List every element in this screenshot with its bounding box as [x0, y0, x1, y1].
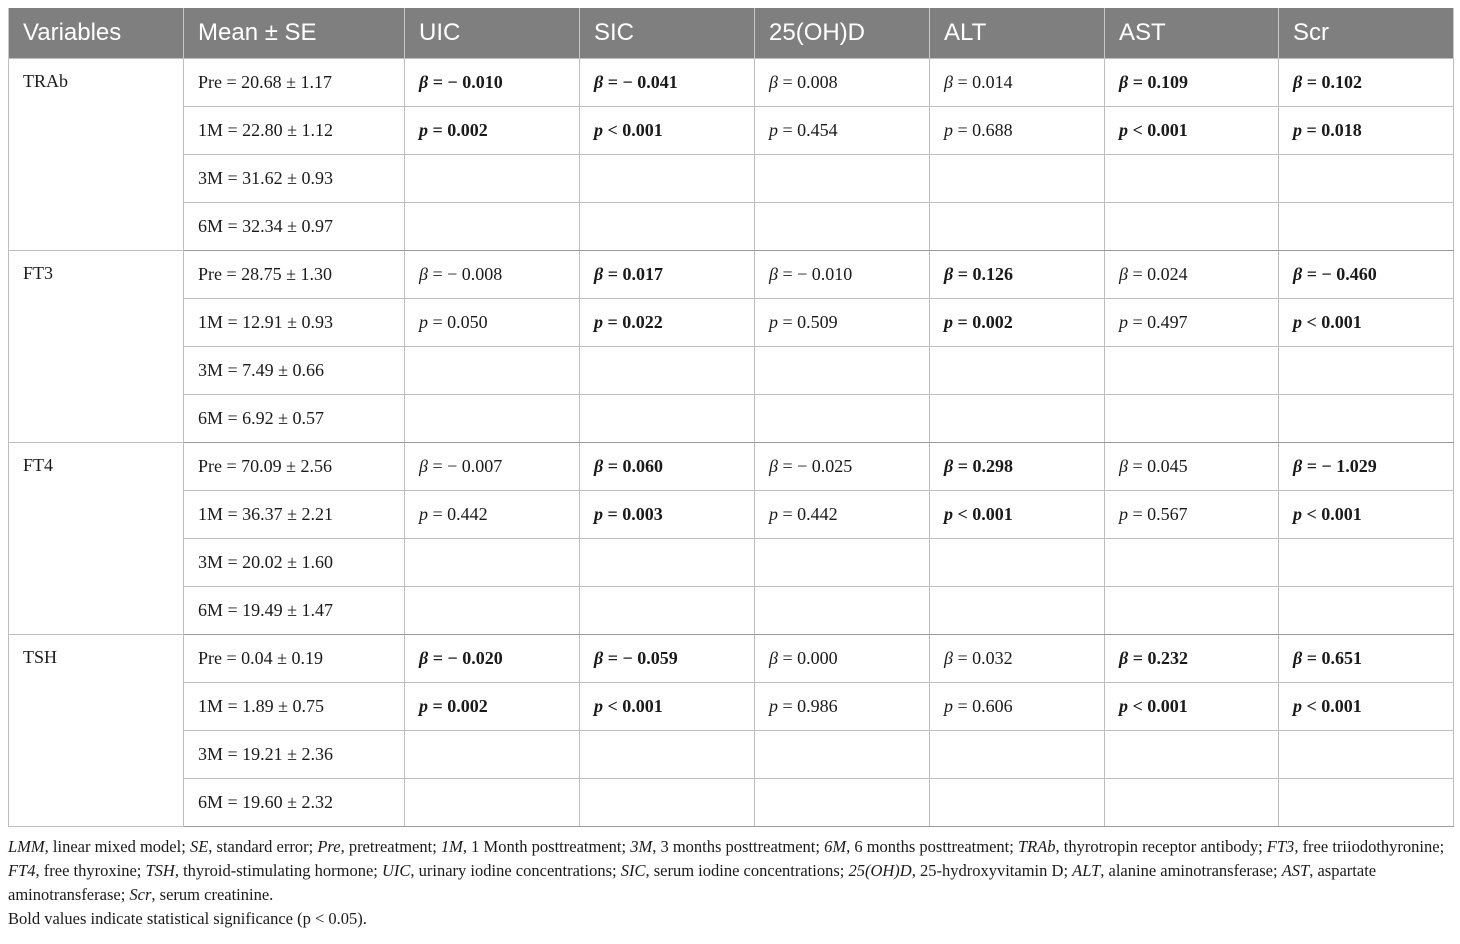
p-symbol: p — [1119, 696, 1128, 716]
table-row — [9, 539, 1454, 587]
empty-cell — [580, 203, 755, 251]
mean-se-cell: Pre = 0.04 ± 0.19 — [184, 635, 405, 683]
p-symbol: p — [944, 312, 953, 332]
p-symbol: p — [944, 504, 953, 524]
beta-symbol: β — [1293, 264, 1303, 284]
stat-value: < 0.001 — [607, 696, 663, 716]
stat-value: = − 0.025 — [782, 456, 853, 476]
beta-symbol: β — [944, 648, 953, 668]
beta-symbol: β — [769, 648, 778, 668]
table-header — [9, 8, 1454, 59]
column-header: SIC — [580, 8, 755, 59]
empty-cell — [755, 347, 930, 395]
table-row — [9, 107, 1454, 155]
p-symbol: p — [1293, 312, 1302, 332]
mean-se-cell: 3M = 7.49 ± 0.66 — [184, 347, 405, 395]
abbreviation-term: LMM — [8, 837, 45, 856]
abbreviation-term: TRAb — [1017, 837, 1056, 856]
mean-se-cell: 6M = 19.60 ± 2.32 — [184, 779, 405, 827]
stat-value: = 0.050 — [432, 312, 488, 332]
beta-symbol: β — [419, 456, 428, 476]
empty-cell — [405, 155, 580, 203]
beta-cell — [755, 59, 930, 107]
stat-value: = 0.651 — [1306, 648, 1362, 668]
stat-value: = 0.442 — [782, 504, 838, 524]
p-value-cell — [580, 491, 755, 539]
table-row — [9, 731, 1454, 779]
p-value-cell — [405, 299, 580, 347]
empty-cell — [930, 395, 1105, 443]
stat-value: = 0.688 — [957, 120, 1013, 140]
empty-cell — [930, 779, 1105, 827]
beta-cell — [1279, 443, 1454, 491]
beta-cell — [930, 251, 1105, 299]
abbreviation-definition: serum iodine concentrations — [653, 861, 840, 880]
mean-se-cell: Pre = 28.75 ± 1.30 — [184, 251, 405, 299]
empty-cell — [580, 347, 755, 395]
p-value-cell — [1279, 491, 1454, 539]
beta-cell — [930, 443, 1105, 491]
column-header: AST — [1105, 8, 1279, 59]
p-value-cell — [1105, 683, 1279, 731]
stat-value: = − 0.041 — [607, 72, 678, 92]
empty-cell — [580, 395, 755, 443]
abbreviation-definition: free thyroxine — [43, 861, 137, 880]
abbreviation-definition: pretreatment — [348, 837, 433, 856]
beta-cell — [405, 59, 580, 107]
empty-cell — [1279, 731, 1454, 779]
beta-symbol: β — [1119, 72, 1129, 92]
mean-se-cell: 3M = 20.02 ± 1.60 — [184, 539, 405, 587]
abbreviation-definition: 1 Month posttreatment — [471, 837, 622, 856]
abbreviation-term: 6M — [824, 837, 847, 856]
p-value-cell — [755, 299, 930, 347]
abbreviation-definition: standard error — [216, 837, 309, 856]
beta-symbol: β — [594, 456, 604, 476]
p-value-cell — [930, 683, 1105, 731]
abbreviation-definition: urinary iodine concentrations — [418, 861, 613, 880]
mean-se-cell: 1M = 22.80 ± 1.12 — [184, 107, 405, 155]
empty-cell — [1105, 539, 1279, 587]
p-symbol: p — [419, 120, 428, 140]
variable-name-cell: FT3 — [9, 251, 184, 443]
header-row — [9, 8, 1454, 59]
beta-cell — [405, 635, 580, 683]
empty-cell — [930, 587, 1105, 635]
stat-value: = 0.606 — [957, 696, 1013, 716]
stat-value: = 0.126 — [957, 264, 1013, 284]
p-value-cell — [405, 683, 580, 731]
stat-value: = 0.008 — [782, 72, 838, 92]
beta-cell — [580, 251, 755, 299]
empty-cell — [580, 779, 755, 827]
p-value-cell — [1105, 491, 1279, 539]
abbreviation-definition: 3 months posttreatment — [660, 837, 816, 856]
table-row — [9, 779, 1454, 827]
empty-cell — [405, 731, 580, 779]
mean-se-cell: 6M = 19.49 ± 1.47 — [184, 587, 405, 635]
table-row — [9, 299, 1454, 347]
mean-se-cell: 1M = 1.89 ± 0.75 — [184, 683, 405, 731]
stat-value: = 0.509 — [782, 312, 838, 332]
abbreviation-definition: linear mixed model — [52, 837, 182, 856]
beta-cell — [580, 635, 755, 683]
p-value-cell — [755, 107, 930, 155]
empty-cell — [1279, 203, 1454, 251]
beta-symbol: β — [1293, 72, 1303, 92]
stat-value: < 0.001 — [1306, 696, 1362, 716]
empty-cell — [1105, 155, 1279, 203]
column-header: 25(OH)D — [755, 8, 930, 59]
empty-cell — [405, 395, 580, 443]
abbreviation-definition: free triiodothyronine — [1302, 837, 1440, 856]
abbreviation-definition: thyrotropin receptor antibody — [1063, 837, 1259, 856]
empty-cell — [1279, 587, 1454, 635]
stat-value: = 0.109 — [1132, 72, 1188, 92]
beta-symbol: β — [1293, 648, 1303, 668]
mean-se-cell: 6M = 6.92 ± 0.57 — [184, 395, 405, 443]
abbreviation-term: FT4 — [8, 861, 36, 880]
beta-cell — [405, 251, 580, 299]
empty-cell — [755, 155, 930, 203]
p-symbol: p — [594, 504, 603, 524]
empty-cell — [405, 539, 580, 587]
table-body — [9, 59, 1454, 827]
abbreviation-definition: serum creatinine — [159, 885, 270, 904]
beta-cell — [1105, 59, 1279, 107]
stat-value: = 0.024 — [1132, 264, 1188, 284]
empty-cell — [1105, 779, 1279, 827]
beta-cell — [1105, 443, 1279, 491]
column-header: ALT — [930, 8, 1105, 59]
p-symbol: p — [944, 120, 953, 140]
table-row — [9, 203, 1454, 251]
empty-cell — [1105, 587, 1279, 635]
variable-name-cell: TSH — [9, 635, 184, 827]
empty-cell — [580, 731, 755, 779]
column-header: UIC — [405, 8, 580, 59]
stat-value: = 0.002 — [432, 120, 488, 140]
table-row — [9, 395, 1454, 443]
stat-value: = 0.102 — [1306, 72, 1362, 92]
p-symbol: p — [1293, 504, 1302, 524]
beta-symbol: β — [1119, 264, 1128, 284]
p-symbol: p — [594, 120, 603, 140]
abbreviation-term: TSH — [145, 861, 175, 880]
empty-cell — [1105, 731, 1279, 779]
column-header: Mean ± SE — [184, 8, 405, 59]
abbreviation-definition: aspartate aminotransferase — [8, 861, 1377, 904]
p-symbol: p — [769, 312, 778, 332]
variable-name-cell: FT4 — [9, 443, 184, 635]
abbreviation-definition: alanine aminotransferase — [1108, 861, 1273, 880]
table-row — [9, 155, 1454, 203]
p-symbol: p — [769, 504, 778, 524]
abbreviation-definition: 6 months posttreatment — [854, 837, 1010, 856]
stat-value: = − 0.007 — [432, 456, 503, 476]
stat-value: = 0.045 — [1132, 456, 1188, 476]
empty-cell — [580, 539, 755, 587]
variable-name-cell: TRAb — [9, 59, 184, 251]
beta-cell — [930, 59, 1105, 107]
p-symbol: p — [944, 696, 953, 716]
stat-value: = − 0.460 — [1306, 264, 1377, 284]
empty-cell — [1279, 779, 1454, 827]
beta-cell — [755, 251, 930, 299]
table-row — [9, 443, 1454, 491]
abbreviation-definition: 25-hydroxyvitamin D — [919, 861, 1064, 880]
p-symbol: p — [1119, 312, 1128, 332]
mean-se-cell: 1M = 12.91 ± 0.93 — [184, 299, 405, 347]
stat-value: = − 1.029 — [1306, 456, 1377, 476]
stat-value: = 0.060 — [607, 456, 663, 476]
table-row — [9, 59, 1454, 107]
empty-cell — [755, 539, 930, 587]
abbreviation-term: SE — [189, 837, 209, 856]
empty-cell — [1105, 203, 1279, 251]
empty-cell — [1105, 347, 1279, 395]
p-value-cell — [580, 299, 755, 347]
empty-cell — [930, 731, 1105, 779]
empty-cell — [755, 395, 930, 443]
table-row — [9, 491, 1454, 539]
empty-cell — [405, 587, 580, 635]
beta-cell — [930, 635, 1105, 683]
abbreviation-term: Scr — [129, 885, 152, 904]
mean-se-cell: 1M = 36.37 ± 2.21 — [184, 491, 405, 539]
table-row — [9, 683, 1454, 731]
p-value-cell — [930, 107, 1105, 155]
beta-cell — [580, 443, 755, 491]
mean-se-cell: Pre = 70.09 ± 2.56 — [184, 443, 405, 491]
empty-cell — [405, 779, 580, 827]
empty-cell — [930, 539, 1105, 587]
empty-cell — [755, 203, 930, 251]
empty-cell — [1279, 155, 1454, 203]
empty-cell — [930, 203, 1105, 251]
p-value-cell — [580, 683, 755, 731]
empty-cell — [755, 587, 930, 635]
beta-symbol: β — [594, 264, 604, 284]
beta-symbol: β — [944, 72, 953, 92]
empty-cell — [405, 203, 580, 251]
mean-se-cell: Pre = 20.68 ± 1.17 — [184, 59, 405, 107]
beta-cell — [1105, 635, 1279, 683]
p-value-cell — [405, 107, 580, 155]
abbreviation-term: SIC — [620, 861, 646, 880]
beta-cell — [1105, 251, 1279, 299]
p-value-cell — [580, 107, 755, 155]
stat-value: < 0.001 — [607, 120, 663, 140]
beta-symbol: β — [1293, 456, 1303, 476]
document-page — [8, 8, 1453, 931]
p-value-cell — [755, 683, 930, 731]
beta-symbol: β — [419, 264, 428, 284]
stat-value: = − 0.008 — [432, 264, 503, 284]
beta-cell — [405, 443, 580, 491]
p-symbol: p — [769, 120, 778, 140]
empty-cell — [580, 587, 755, 635]
stat-value: = 0.454 — [782, 120, 838, 140]
table-row — [9, 587, 1454, 635]
mean-se-cell: 3M = 31.62 ± 0.93 — [184, 155, 405, 203]
beta-symbol: β — [1119, 648, 1129, 668]
empty-cell — [930, 155, 1105, 203]
mean-se-cell: 3M = 19.21 ± 2.36 — [184, 731, 405, 779]
p-value-cell — [930, 299, 1105, 347]
stat-value: = 0.442 — [432, 504, 488, 524]
beta-cell — [580, 59, 755, 107]
stat-value: = 0.022 — [607, 312, 663, 332]
stat-value: < 0.001 — [1132, 696, 1188, 716]
table-row — [9, 251, 1454, 299]
stat-value: = 0.567 — [1132, 504, 1188, 524]
table-footnote — [8, 835, 1453, 931]
abbreviation-term: Pre — [317, 837, 341, 856]
p-value-cell — [1105, 107, 1279, 155]
significance-note: Bold values indicate statistical significance (p < 0.05). — [8, 909, 367, 928]
stat-value: = 0.232 — [1132, 648, 1188, 668]
stat-value: < 0.001 — [1132, 120, 1188, 140]
p-value-cell — [1279, 107, 1454, 155]
stat-value: < 0.001 — [1306, 312, 1362, 332]
mean-se-cell: 6M = 32.34 ± 0.97 — [184, 203, 405, 251]
beta-symbol: β — [769, 72, 778, 92]
abbreviation-term: FT3 — [1266, 837, 1295, 856]
p-value-cell — [1279, 299, 1454, 347]
beta-symbol: β — [944, 264, 954, 284]
stat-value: = − 0.010 — [782, 264, 853, 284]
beta-cell — [1279, 251, 1454, 299]
beta-symbol: β — [1119, 456, 1128, 476]
column-header: Scr — [1279, 8, 1454, 59]
p-symbol: p — [419, 504, 428, 524]
empty-cell — [405, 347, 580, 395]
abbreviation-definition: thyroid-stimulating hormone — [183, 861, 374, 880]
abbreviation-term: 25(OH)D — [848, 861, 912, 880]
p-symbol: p — [419, 312, 428, 332]
stat-value: = 0.017 — [607, 264, 663, 284]
table-row — [9, 635, 1454, 683]
stat-value: = 0.298 — [957, 456, 1013, 476]
stat-value: = 0.986 — [782, 696, 838, 716]
empty-cell — [1105, 395, 1279, 443]
beta-symbol: β — [594, 72, 604, 92]
empty-cell — [1279, 347, 1454, 395]
stat-value: = 0.018 — [1306, 120, 1362, 140]
p-symbol: p — [419, 696, 428, 716]
stat-value: < 0.001 — [1306, 504, 1362, 524]
p-value-cell — [405, 491, 580, 539]
p-value-cell — [755, 491, 930, 539]
abbreviation-term: ALT — [1072, 861, 1101, 880]
stat-value: = − 0.010 — [432, 72, 503, 92]
beta-cell — [755, 443, 930, 491]
stat-value: < 0.001 — [957, 504, 1013, 524]
table-row — [9, 347, 1454, 395]
stat-value: = − 0.059 — [607, 648, 678, 668]
beta-symbol: β — [769, 456, 778, 476]
empty-cell — [580, 155, 755, 203]
stat-value: = 0.002 — [957, 312, 1013, 332]
abbreviation-list: LMM, linear mixed model; SE, standard error; Pre, pretreatment; 1M, 1 Month posttreatment; 3M, 3 months posttreatment; 6M, 6 months posttreatment; TRAb, thyrotropin receptor antibody; FT3, free triiodothyronine; FT4, free thyroxine; TSH, thyroid-stimulating hormone; UIC, urinary iodine concentrations; SIC, serum iodine concentrations; 25(OH)D, 25-hydroxyvitamin D; ALT, alanine aminotransferase; AST, aspartate aminotransferase; Scr, serum creatinine. — [8, 837, 1445, 904]
stat-value: = 0.497 — [1132, 312, 1188, 332]
p-value-cell — [1279, 683, 1454, 731]
beta-symbol: β — [594, 648, 604, 668]
p-symbol: p — [1119, 120, 1128, 140]
stat-value: = 0.003 — [607, 504, 663, 524]
empty-cell — [755, 779, 930, 827]
empty-cell — [930, 347, 1105, 395]
abbreviation-term: 3M — [630, 837, 653, 856]
beta-cell — [755, 635, 930, 683]
empty-cell — [1279, 539, 1454, 587]
p-symbol: p — [1293, 696, 1302, 716]
abbreviation-term: 1M — [440, 837, 463, 856]
beta-symbol: β — [419, 648, 429, 668]
stat-value: = 0.032 — [957, 648, 1013, 668]
abbreviation-term: AST — [1281, 861, 1310, 880]
empty-cell — [1279, 395, 1454, 443]
beta-symbol: β — [769, 264, 778, 284]
abbreviation-term: UIC — [381, 861, 411, 880]
p-symbol: p — [1119, 504, 1128, 524]
lmm-results-table — [8, 8, 1454, 827]
beta-cell — [1279, 635, 1454, 683]
p-value-cell — [930, 491, 1105, 539]
beta-symbol: β — [944, 456, 954, 476]
p-symbol: p — [594, 312, 603, 332]
empty-cell — [755, 731, 930, 779]
stat-value: = 0.000 — [782, 648, 838, 668]
p-symbol: p — [769, 696, 778, 716]
column-header: Variables — [9, 8, 184, 59]
p-symbol: p — [1293, 120, 1302, 140]
stat-value: = 0.002 — [432, 696, 488, 716]
beta-cell — [1279, 59, 1454, 107]
stat-value: = 0.014 — [957, 72, 1013, 92]
beta-symbol: β — [419, 72, 429, 92]
stat-value: = − 0.020 — [432, 648, 503, 668]
p-value-cell — [1105, 299, 1279, 347]
p-symbol: p — [594, 696, 603, 716]
